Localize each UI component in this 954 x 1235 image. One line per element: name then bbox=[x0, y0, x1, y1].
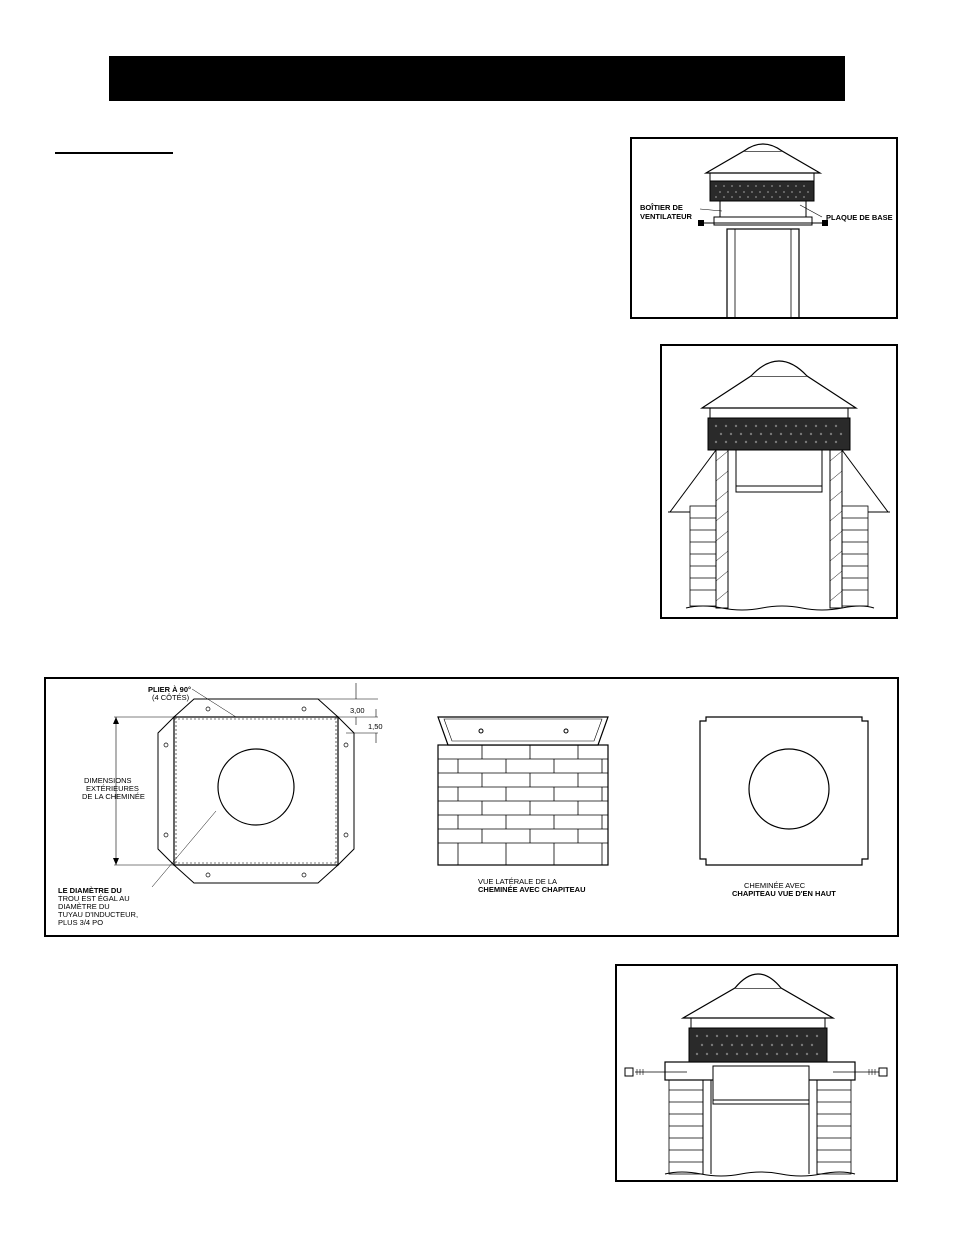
dim-bottom-value: 1,50 bbox=[368, 722, 383, 731]
side-view-label-2: CHEMINÉE AVEC CHAPITEAU bbox=[478, 885, 586, 894]
outside-dims-label-1: DIMENSIONS bbox=[84, 776, 132, 785]
base-plate-label: PLAQUE DE BASE bbox=[826, 213, 893, 222]
figure-venter-on-chimney bbox=[660, 344, 898, 619]
bend-label: PLIER À 90° bbox=[148, 685, 192, 694]
hole-label-5: PLUS 3/4 PO bbox=[58, 918, 104, 927]
base-plate-drawing bbox=[58, 683, 383, 927]
top-view-label-1: CHEMINÉE AVEC bbox=[744, 881, 806, 890]
top-view-label-2: CHAPITEAU VUE D'EN HAUT bbox=[732, 889, 836, 898]
hole-label-2: TROU EST ÉGAL AU bbox=[58, 894, 130, 903]
outside-dims-label-3: DE LA CHEMINÉE bbox=[82, 792, 145, 801]
figure-plate-diagrams bbox=[44, 677, 899, 937]
chimney-side-view-drawing bbox=[438, 717, 608, 894]
fan-housing-label-1: BOÎTIER DE bbox=[640, 203, 683, 212]
hole-label-3: DIAMÈTRE DU bbox=[58, 902, 110, 911]
fan-housing-label-2: VENTILATEUR bbox=[640, 212, 692, 221]
hole-label-1: LE DIAMÈTRE DU bbox=[58, 886, 122, 895]
outside-dims-label-2: EXTÉRIEURES bbox=[86, 784, 139, 793]
dim-top-value: 3,00 bbox=[350, 706, 365, 715]
hole-label-4: TUYAU D'INDUCTEUR, bbox=[58, 910, 139, 919]
section-heading-underline bbox=[55, 152, 173, 154]
chimney-top-view-drawing bbox=[700, 717, 868, 898]
side-view-label-1: VUE LATÉRALE DE LA bbox=[478, 877, 558, 886]
figure-venter-bolted-chimney bbox=[615, 964, 898, 1182]
bend-sides-label: (4 CÔTÉS) bbox=[152, 693, 190, 702]
figure-venter-on-pipe bbox=[630, 137, 898, 319]
header-bar bbox=[109, 56, 845, 101]
